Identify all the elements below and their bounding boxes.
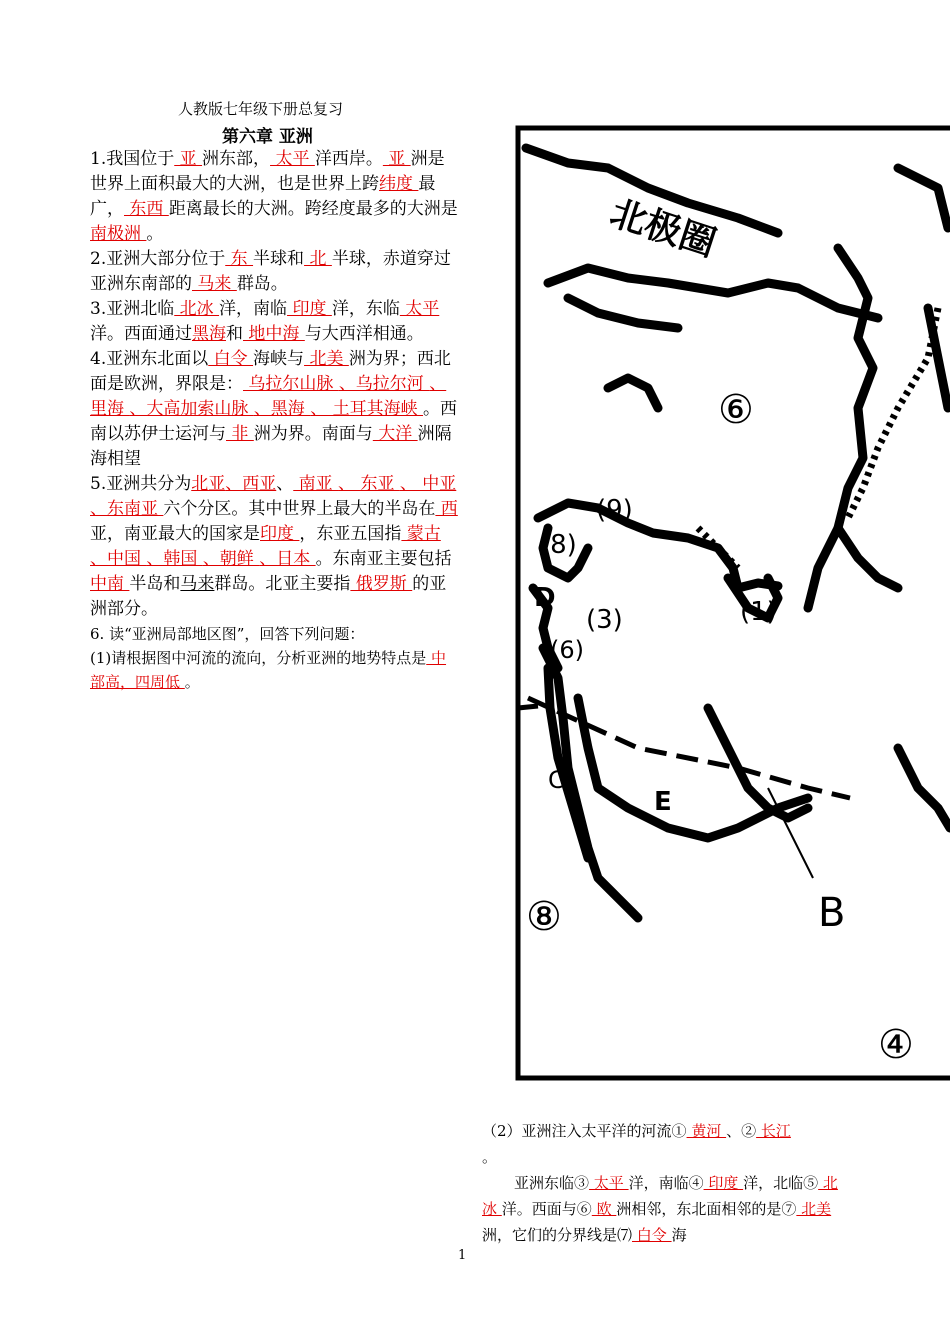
map-label-6: (6): [550, 636, 584, 664]
map-label-D: D: [534, 583, 556, 613]
map-label-8: (8): [540, 530, 577, 560]
arctic-circle-label: 北极圈: [605, 192, 721, 265]
map-label-E: E: [654, 787, 672, 817]
part-2-answers: [482, 1118, 842, 1248]
question-2: 2.亚洲大部分位于 东 半球和 北 半球，赤道穿过亚洲东南部的 马来 群岛。: [90, 249, 451, 294]
question-column: [90, 147, 460, 694]
map-label-1: (1): [740, 597, 777, 627]
map-label-B: B: [818, 890, 846, 936]
map-label-4-circle: ④: [878, 1022, 914, 1068]
map-label-3: (3): [586, 605, 623, 635]
asia-map: [478, 108, 950, 1098]
part-2-rivers: （2）亚洲注入太平洋的河流① 黄河 、② 长江 。: [482, 1122, 791, 1166]
page-number: 1: [458, 1248, 467, 1263]
map-label-8-circle: ⑧: [526, 894, 562, 940]
question-3: 3.亚洲北临 北冰 洋，南临 印度 洋，东临 太平 洋。西面通过黑海和 地中海 与大西洋相通。: [90, 299, 440, 344]
document-header: 人教版七年级下册总复习: [178, 100, 344, 118]
map-label-C: C: [548, 766, 565, 794]
question-1: 1.我国位于 亚 洲东部， 太平 洋西岸。 亚 洲是世界上面积最大的大洲，也是世界上跨纬度 最广， 东西 距离最长的大洲。跨经度最多的大洲是 南极洲 。: [90, 149, 458, 244]
question-6: 6. 读“亚洲局部地区图”，回答下列问题： (1)请根据图中河流的流向，分析亚洲的地势特点是 中部高，四周低 。: [90, 625, 447, 691]
map-label-6-circle: ⑥: [718, 387, 754, 433]
question-4: 4.亚洲东北面以 白令 海峡与 北美 洲为界；西北面是欧洲，界限是： 乌拉尔山脉 、乌拉尔河 、里海 、大高加索山脉 、黑海 、 土耳其海峡 。西南以苏伊士运河与 非 洲为界。南面与 大洋 洲隔海相望: [90, 349, 458, 469]
chapter-title: 第六章 亚洲: [222, 127, 313, 147]
map-label-9: (9): [596, 495, 633, 525]
part-2-oceans: 亚洲东临③ 太平 洋，南临④ 印度 洋，北临⑤ 北冰 洋。西面与⑥ 欧 洲相邻，东北面相邻的是⑦ 北美 洲，它们的分界线是⑺ 白令 海: [482, 1174, 838, 1244]
question-5: 5.亚洲共分为北亚、西亚、 南亚 、 东亚 、 中亚 、东南亚 六个分区。其中世界上最大的半岛在 西 亚，南亚最大的国家是印度 ，东亚五国指 蒙古 、中国 、韩国 、朝鲜 、日本 。东南亚主要包括中南 半岛和马来群岛。北亚主要指 俄罗斯 的亚洲部分。: [90, 474, 458, 619]
